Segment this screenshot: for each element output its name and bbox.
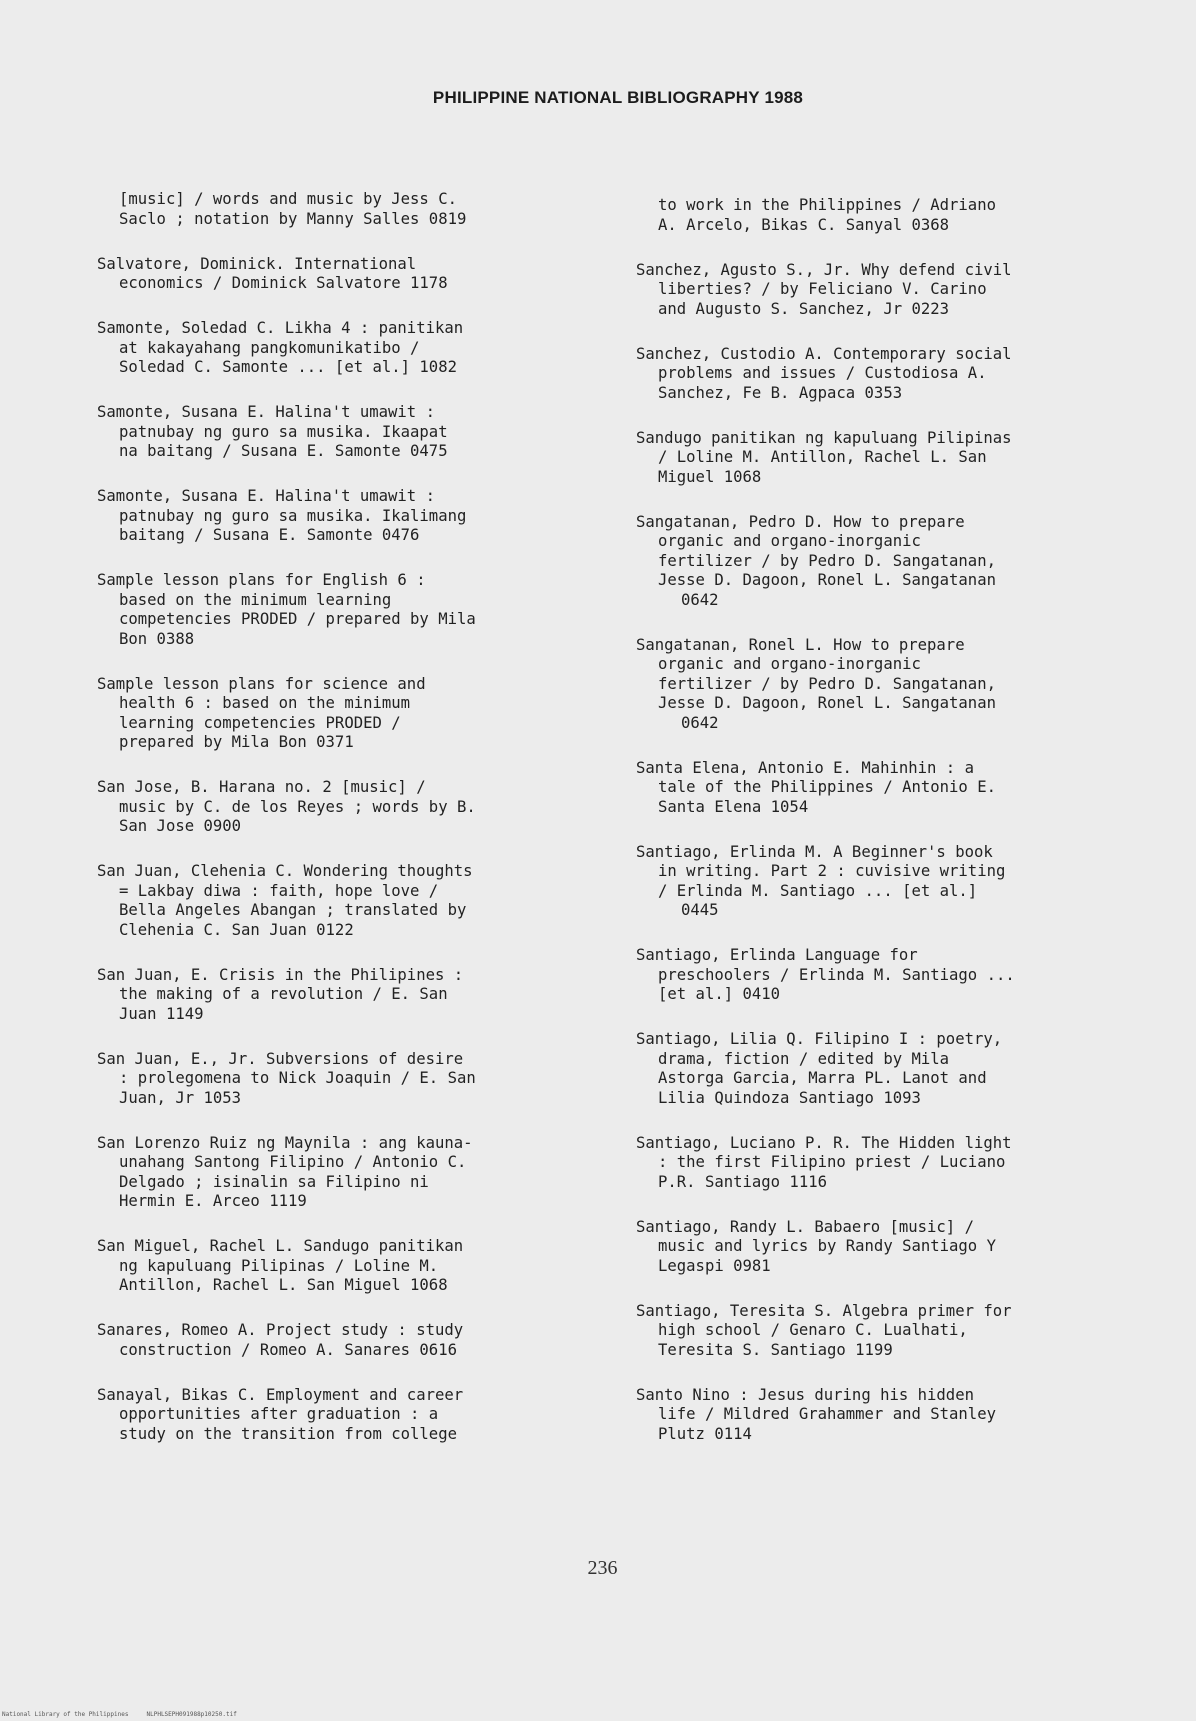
entry-line: / Loline M. Antillon, Rachel L. San — [658, 448, 987, 466]
entry-line: : prolegomena to Nick Joaquin / E. San — [119, 1069, 476, 1087]
entry-line: Astorga Garcia, Marra PL. Lanot and — [658, 1069, 987, 1087]
entry-line: Hermin E. Arceo 1119 — [119, 1192, 307, 1210]
bibliography-entry — [97, 1321, 597, 1360]
entry-line: Santiago, Erlinda Language for — [636, 946, 918, 964]
entry-line: opportunities after graduation : a — [119, 1405, 439, 1423]
entry-line: baitang / Susana E. Samonte 0476 — [119, 526, 420, 544]
entry-line: Santa Elena 1054 — [658, 797, 809, 816]
entry-line: Santiago, Luciano P. R. The Hidden light — [636, 1133, 1012, 1152]
scan-footer: National Library of the Philippines NLPHLSEPH091988p10250.tif — [2, 1711, 237, 1718]
entry-line: and Augusto S. Sanchez, Jr 0223 — [658, 299, 950, 318]
entry-line: Santo Nino : Jesus during his hidden — [636, 1385, 974, 1404]
bibliography-entry — [636, 513, 1136, 611]
entry-line: Bon 0388 — [119, 629, 195, 648]
entry-line: Sample lesson plans for English 6 : — [97, 571, 426, 589]
entry-line: A. Arcelo, Bikas C. Sanyal 0368 — [658, 215, 950, 234]
entry-line: San Jose 0900 — [119, 817, 242, 835]
bibliography-entry — [636, 1218, 1136, 1277]
entry-line: life / Mildred Grahammer and Stanley — [658, 1405, 996, 1423]
entry-line: Samonte, Susana E. Halina't umawit : — [97, 487, 435, 505]
bibliography-entry — [97, 778, 597, 837]
entry-line: music by C. de los Reyes ; words by B. — [119, 797, 476, 816]
entry-line: [music] / words and music by Jess C. — [119, 190, 457, 208]
entry-line: ng kapuluang Pilipinas / Loline M. — [119, 1256, 439, 1275]
bibliography-entry — [97, 319, 597, 378]
entry-line: Sanchez, Fe B. Agpaca 0353 — [658, 383, 903, 402]
entry-line: Delgado ; isinalin sa Filipino ni — [119, 1172, 429, 1191]
bibliography-entry — [97, 675, 597, 753]
entry-line: Clehenia C. San Juan 0122 — [119, 920, 354, 939]
entry-line: patnubay ng guro sa musika. Ikaapat — [119, 422, 448, 441]
entry-line: patnubay ng guro sa musika. Ikalimang — [119, 506, 467, 525]
entry-line: organic and organo-inorganic — [658, 655, 921, 673]
entry-line: Sample lesson plans for science and — [97, 674, 426, 693]
entry-line: Sanchez, Custodio A. Contemporary social — [636, 344, 1012, 363]
entry-line: unahang Santong Filipino / Antonio C. — [119, 1153, 467, 1171]
entry-line: Salvatore, Dominick. International — [97, 254, 417, 273]
entry-line: na baitang / Susana E. Samonte 0475 — [119, 442, 448, 460]
left-column — [97, 190, 597, 1470]
bibliography-entry — [636, 843, 1136, 921]
bibliography-entry — [636, 636, 1136, 734]
entry-line: : the first Filipino priest / Luciano — [658, 1153, 1006, 1171]
page-number: 236 — [587, 1557, 618, 1579]
entry-line: Juan, Jr 1053 — [119, 1088, 242, 1107]
entry-line: high school / Genaro C. Lualhati, — [658, 1321, 968, 1339]
entry-line: San Juan, E. Crisis in the Philipines : — [97, 965, 464, 984]
entry-line: Sanares, Romeo A. Project study : study — [97, 1321, 464, 1339]
entry-line: San Juan, E., Jr. Subversions of desire — [97, 1049, 464, 1068]
entry-line: problems and issues / Custodiosa A. — [658, 364, 987, 382]
bibliography-entry — [636, 261, 1136, 320]
bibliography-entry — [97, 966, 597, 1025]
bibliography-entry — [97, 1237, 597, 1296]
entry-line: Saclo ; notation by Manny Salles 0819 — [119, 209, 467, 228]
entry-line: Sandugo panitikan ng kapuluang Pilipinas — [636, 428, 1012, 447]
entry-line: 0642 — [681, 713, 719, 732]
entry-line: study on the transition from college — [119, 1424, 457, 1443]
bibliography-entry — [636, 1030, 1136, 1108]
entry-line: Sangatanan, Ronel L. How to prepare — [636, 635, 965, 654]
entry-line: San Miguel, Rachel L. Sandugo panitikan — [97, 1237, 464, 1255]
entry-line: 0642 — [681, 590, 719, 609]
bibliography-entry — [636, 196, 1136, 235]
entry-line: economics / Dominick Salvatore 1178 — [119, 274, 448, 292]
entry-line: Legaspi 0981 — [658, 1256, 771, 1275]
bibliography-entry — [636, 345, 1136, 404]
entry-line: Santiago, Randy L. Babaero [music] / — [636, 1217, 974, 1236]
entry-line: music and lyrics by Randy Santiago Y — [658, 1237, 996, 1255]
entry-line: in writing. Part 2 : cuvisive writing — [658, 862, 1006, 880]
entry-line: the making of a revolution / E. San — [119, 985, 448, 1003]
bibliography-entry — [636, 1134, 1136, 1193]
entry-line: San Juan, Clehenia C. Wondering thoughts — [97, 862, 473, 880]
entry-line: Sangatanan, Pedro D. How to prepare — [636, 512, 965, 531]
entry-line: Antillon, Rachel L. San Miguel 1068 — [119, 1276, 448, 1294]
bibliography-entry — [97, 1134, 597, 1212]
bibliography-entry — [97, 190, 597, 229]
entry-line: Sanchez, Agusto S., Jr. Why defend civil — [636, 260, 1012, 279]
entry-line: Plutz 0114 — [658, 1424, 752, 1443]
bibliography-entry — [97, 571, 597, 649]
entry-line: Jesse D. Dagoon, Ronel L. Sangatanan — [658, 694, 996, 712]
bibliography-entry — [636, 429, 1136, 488]
entry-line: drama, fiction / edited by Mila — [658, 1049, 950, 1068]
entry-line: Santiago, Lilia Q. Filipino I : poetry, — [636, 1030, 1003, 1048]
page-title: PHILIPPINE NATIONAL BIBLIOGRAPHY 1988 — [432, 88, 804, 107]
bibliography-entry — [97, 862, 597, 940]
entry-line: Samonte, Susana E. Halina't umawit : — [97, 403, 435, 421]
entry-line: P.R. Santiago 1116 — [658, 1172, 827, 1191]
entry-line: San Jose, B. Harana no. 2 [music] / — [97, 778, 426, 796]
bibliography-entry — [97, 1050, 597, 1109]
entry-line: fertilizer / by Pedro D. Sangatanan, — [658, 551, 996, 570]
entry-line: Santa Elena, Antonio E. Mahinhin : a — [636, 758, 974, 777]
entry-line: prepared by Mila Bon 0371 — [119, 733, 354, 751]
bibliography-entry — [636, 1302, 1136, 1361]
entry-line: Lilia Quindoza Santiago 1093 — [658, 1088, 921, 1107]
entry-line: Samonte, Soledad C. Likha 4 : panitikan — [97, 319, 464, 337]
entry-line: Jesse D. Dagoon, Ronel L. Sangatanan — [658, 571, 996, 589]
entry-line: health 6 : based on the minimum — [119, 694, 411, 712]
bibliography-entry — [636, 946, 1136, 1005]
entry-line: Teresita S. Santiago 1199 — [658, 1340, 893, 1359]
entry-line: = Lakbay diwa : faith, hope love / — [119, 881, 439, 900]
entry-line: / Erlinda M. Santiago ... [et al.] — [658, 881, 978, 900]
entry-line: tale of the Philippines / Antonio E. — [658, 778, 996, 796]
entry-line: to work in the Philippines / Adriano — [658, 196, 996, 214]
entry-line: preschoolers / Erlinda M. Santiago ... — [658, 965, 1015, 984]
entry-line: liberties? / by Feliciano V. Carino — [658, 280, 987, 298]
bibliography-entry — [97, 255, 597, 294]
right-column — [636, 196, 1136, 1470]
entry-line: San Lorenzo Ruiz ng Maynila : ang kauna- — [97, 1133, 473, 1152]
entry-line: Sanayal, Bikas C. Employment and career — [97, 1385, 464, 1404]
entry-line: 0445 — [681, 901, 719, 919]
bibliography-entry — [97, 1386, 597, 1445]
bibliography-entry — [636, 759, 1136, 818]
bibliography-entry — [636, 1386, 1136, 1445]
entry-line: based on the minimum learning — [119, 590, 392, 609]
entry-line: Bella Angeles Abangan ; translated by — [119, 901, 467, 919]
entry-line: learning competencies PRODED / — [119, 713, 401, 732]
entry-line: Soledad C. Samonte ... [et al.] 1082 — [119, 358, 457, 376]
entry-line: Santiago, Erlinda M. A Beginner's book — [636, 842, 993, 861]
entry-line: Miguel 1068 — [658, 467, 762, 486]
entry-line: [et al.] 0410 — [658, 985, 781, 1003]
bibliography-entry — [97, 487, 597, 546]
entry-line: construction / Romeo A. Sanares 0616 — [119, 1340, 457, 1359]
entry-line: competencies PRODED / prepared by Mila — [119, 610, 476, 628]
entry-line: at kakayahang pangkomunikatibo / — [119, 338, 420, 357]
entry-line: organic and organo-inorganic — [658, 532, 921, 550]
entry-line: Juan 1149 — [119, 1004, 204, 1023]
entry-line: Santiago, Teresita S. Algebra primer for — [636, 1301, 1012, 1320]
entry-line: fertilizer / by Pedro D. Sangatanan, — [658, 674, 996, 693]
bibliography-entry — [97, 403, 597, 462]
